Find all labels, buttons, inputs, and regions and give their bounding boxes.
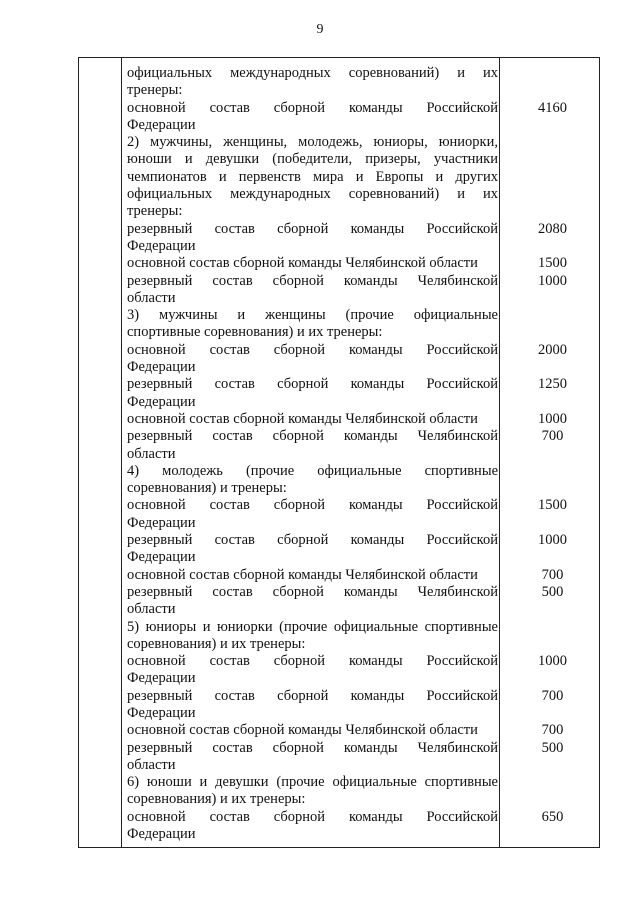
table-row (127, 584, 607, 619)
description-line: Федерации (127, 670, 196, 687)
row-value: 2080 (538, 220, 567, 237)
description-line: резервный состав сборной команды Челябинской (127, 428, 498, 445)
description-line: основной состав сборной команды Российской (127, 99, 498, 116)
description-line: официальных международных соревнований) и их (127, 65, 498, 81)
row-description (127, 567, 498, 584)
row-value: 4160 (538, 99, 567, 116)
description-line: области (127, 601, 176, 618)
row-description (127, 65, 498, 100)
row-description (127, 376, 498, 411)
table-row (127, 740, 607, 775)
row-value: 1000 (538, 410, 567, 427)
row-value: 1500 (538, 497, 567, 514)
description-line: области (127, 756, 176, 773)
table-row (127, 134, 607, 220)
description-line: основной состав сборной команды Челябинской области (127, 410, 478, 427)
row-value: 1250 (538, 376, 567, 393)
description-line: 4) молодежь (прочие официальные спортивные (127, 462, 498, 479)
page-number: 9 (316, 22, 324, 37)
description-line: основной состав сборной команды Челябинской области (127, 722, 478, 739)
description-line: резервный состав сборной команды Российской (127, 687, 498, 704)
table-row (127, 619, 607, 654)
row-value: 2000 (538, 341, 567, 358)
description-line: соревнования) и их тренеры: (127, 791, 306, 808)
row-value: 1500 (538, 255, 567, 272)
description-line: соревнования) и тренеры: (127, 480, 287, 497)
row-description (127, 722, 498, 739)
row-description (127, 619, 498, 654)
description-line: юноши и девушки (победители, призеры, участники (127, 151, 498, 168)
row-description (127, 584, 498, 619)
description-line: основной состав сборной команды Российской (127, 341, 498, 358)
description-line: Федерации (127, 237, 196, 254)
row-value (498, 307, 607, 342)
description-line: резервный состав сборной команды Челябинской (127, 739, 498, 756)
row-value: 500 (541, 739, 564, 756)
row-description (127, 774, 498, 809)
row-value: 700 (541, 428, 564, 445)
description-line: основной состав сборной команды Российской (127, 808, 498, 825)
description-line: 2) мужчины, женщины, молодежь, юниоры, юниорки, (127, 134, 498, 151)
table-row (127, 307, 607, 342)
table-row (127, 532, 607, 567)
table-row (127, 221, 607, 256)
row-value: 650 (541, 808, 564, 825)
table-row (127, 411, 607, 428)
description-line: резервный состав сборной команды Челябинской (127, 583, 498, 600)
row-description (127, 463, 498, 498)
row-value: 1000 (538, 532, 567, 549)
description-line: основной состав сборной команды Российской (127, 653, 498, 670)
row-value: 1000 (538, 653, 567, 670)
description-line: резервный состав сборной команды Российской (127, 532, 498, 549)
description-line: Федерации (127, 359, 196, 376)
table-row (127, 255, 607, 272)
row-value (498, 65, 607, 100)
table-row (127, 567, 607, 584)
description-line: Федерации (127, 116, 196, 133)
description-line: Федерации (127, 393, 196, 410)
row-value: 1000 (538, 272, 567, 289)
row-description (127, 740, 498, 775)
table-row (127, 497, 607, 532)
table-row (127, 809, 607, 844)
row-description (127, 428, 498, 463)
row-value (498, 134, 607, 220)
table-row (127, 688, 607, 723)
row-description (127, 688, 498, 723)
description-line: официальных международных соревнований) и их (127, 186, 498, 203)
row-value: 700 (541, 722, 564, 739)
table-row (127, 273, 607, 308)
description-line: резервный состав сборной команды Челябинской (127, 272, 498, 289)
description-line: области (127, 445, 176, 462)
table-row (127, 774, 607, 809)
row-description (127, 411, 498, 428)
row-description (127, 653, 498, 688)
table-row (127, 722, 607, 739)
row-description (127, 497, 498, 532)
description-line: Федерации (127, 826, 196, 843)
description-line: спортивные соревнования) и их тренеры: (127, 324, 383, 341)
table-row (127, 376, 607, 411)
row-value: 500 (541, 583, 564, 600)
description-line: Федерации (127, 549, 196, 566)
description-line: области (127, 289, 176, 306)
row-description (127, 273, 498, 308)
table-row (127, 342, 607, 377)
table-row (127, 100, 607, 135)
row-description (127, 809, 498, 844)
table-rows (127, 65, 607, 843)
table-row (127, 463, 607, 498)
table-row (127, 428, 607, 463)
row-value: 700 (541, 687, 564, 704)
row-description (127, 307, 498, 342)
description-line: 5) юниоры и юниорки (прочие официальные спортивные (127, 618, 498, 635)
row-value (498, 463, 607, 498)
description-line: 6) юноши и девушки (прочие официальные спортивные (127, 774, 498, 791)
table-row (127, 653, 607, 688)
row-description (127, 100, 498, 135)
table-row (127, 65, 607, 100)
description-line: чемпионатов и первенств мира и Европы и других (127, 168, 498, 185)
description-line: Федерации (127, 704, 196, 721)
description-line: резервный состав сборной команды Российской (127, 220, 498, 237)
description-line: резервный состав сборной команды Российской (127, 376, 498, 393)
description-line: 3) мужчины и женщины (прочие официальные (127, 307, 498, 324)
description-line: Федерации (127, 514, 196, 531)
description-line: соревнования) и их тренеры: (127, 635, 306, 652)
description-line: тренеры: (127, 82, 183, 99)
description-line: основной состав сборной команды Челябинской области (127, 566, 478, 583)
description-line: тренеры: (127, 203, 183, 220)
description-line: основной состав сборной команды Российской (127, 497, 498, 514)
row-description (127, 532, 498, 567)
column-divider-left (121, 58, 122, 847)
row-description (127, 342, 498, 377)
row-description (127, 134, 498, 220)
row-description (127, 255, 498, 272)
description-line: основной состав сборной команды Челябинской области (127, 255, 478, 272)
row-value: 700 (541, 566, 564, 583)
row-value (498, 619, 607, 654)
row-value (498, 774, 607, 809)
row-description (127, 221, 498, 256)
